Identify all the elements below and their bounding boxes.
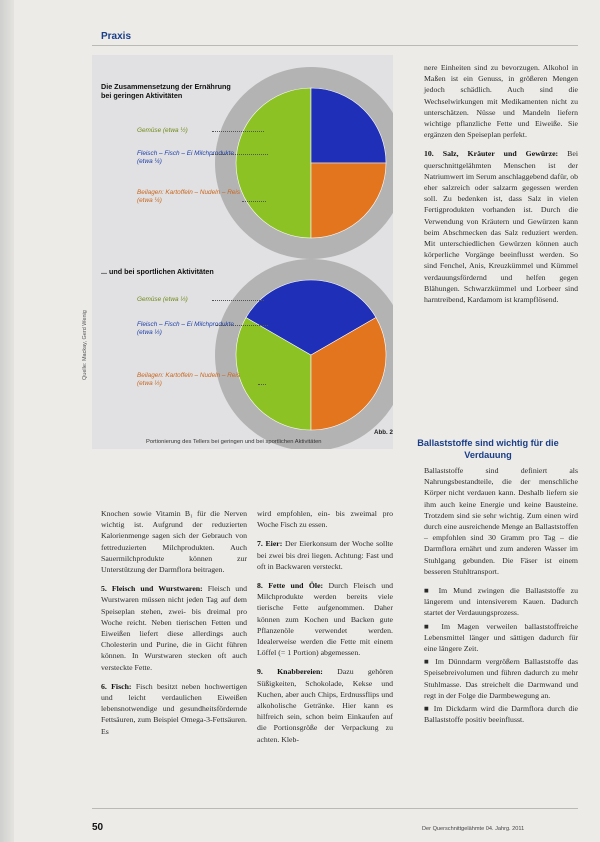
col1-text-5: Fleisch und Wurstwaren müssen nicht jeden Tag auf dem Speiseplan stehen, zwei- bis dreimal pro Woche reicht. Neben tierischen Fetten und Eiweißen liefert diese allerdings auch Cholesterin und Purine, die in Gicht führen können. In Wurstwaren stecken oft auch versteckte Fette. xyxy=(101,584,248,672)
page-number: 50 xyxy=(92,822,104,833)
chart1-title: Die Zusammensetzung der Ernährung bei geringen Aktivitäten xyxy=(101,82,231,100)
col2-heading-7: 7. Eier: xyxy=(257,539,283,549)
chart2-legend-carb: Beilagen: Kartoffeln – Nudeln – Reis (etwa ⅓) xyxy=(137,372,241,387)
col3-heading-10: 10. Salz, Kräuter und Gewürze: xyxy=(424,149,559,159)
section2-bullet-mouth: ■ Im Mund zwingen die Ballaststoffe zu längerem und intensiverem Kauen. Dadurch startet der Verdauungsprozess. xyxy=(424,586,578,618)
col1-heading-5: 5. Fleisch und Wurstwaren: xyxy=(101,584,203,594)
column-3 xyxy=(424,62,578,313)
chart1-leader-carb xyxy=(242,201,266,202)
column-3-lower xyxy=(424,465,578,727)
chart1-legend-veg: Gemüse (etwa ½) xyxy=(137,127,188,134)
col2-text-9: Dazu gehören Süßigkeiten, Schokolade, Kekse und Kuchen, aber auch Chips, Erdnussflips und alkoholische Getränke. Hier kann es hilfreich sein, schon beim Einkaufen auf die Portionsgröße der Verpackung zu achten. Kleb- xyxy=(257,667,394,744)
col1-paragraph-6 xyxy=(101,681,247,737)
column-1 xyxy=(101,508,247,745)
col2-heading-8: 8. Fette und Öle: xyxy=(257,581,324,591)
col1-heading-6: 6. Fisch: xyxy=(101,681,132,691)
figure-caption: Portionierung des Tellers bei geringen und bei sportlichen Aktivitäten xyxy=(146,439,322,445)
chart1-leader-veg xyxy=(212,131,264,132)
col1-text-6: Fisch besitzt neben hochwertigen und leicht verdaulichen Eiweißen lebensnotwendige und gesundheitsfördernde Fettsäuren, zum Beispiel Omega-3-Fettsäuren. Es xyxy=(101,681,247,736)
chart1-legend-carb: Beilagen: Kartoffeln – Nudeln – Reis (etwa ¼) xyxy=(137,189,241,204)
chart2-legend-protein: Fleisch – Fisch – Ei Milchprodukte (etwa ⅓) xyxy=(137,321,234,336)
col2-paragraph-9 xyxy=(257,666,393,744)
section-header: Praxis xyxy=(101,31,132,42)
pie-charts xyxy=(92,55,393,449)
footer-rule xyxy=(92,808,578,809)
col1-paragraph: Knochen sowie Vitamin B₁ für die Nerven wichtig ist. Aufgrund der reduzierten Kalorienmenge sagen sich der Gebrauch von fettreduzierten Milchprodukten. Auch Sauermilchprodukte können zur Unterstützung der Darmflora beitragen. xyxy=(101,509,247,575)
col2-heading-9: 9. Knabbereien: xyxy=(257,667,323,677)
chart2-legend-veg: Gemüse (etwa ⅓) xyxy=(137,296,188,303)
col2-paragraph-8 xyxy=(257,580,393,658)
section2-bullet-stomach: ■ Im Magen verweilen ballaststoffreiche Lebensmittel länger und sättigen dadurch für eine längere Zeit. xyxy=(424,621,578,654)
page-spine xyxy=(0,0,14,842)
col2-paragraph: wird empfohlen, ein- bis zweimal pro Woche Fisch zu essen. xyxy=(257,509,393,530)
col2-paragraph-7 xyxy=(257,538,393,572)
section-title-ballaststoffe: Ballaststoffe sind wichtig für die Verdauung xyxy=(417,438,559,460)
figure-number: Abb. 2 xyxy=(374,429,393,436)
chart1-legend-protein: Fleisch – Fisch – Ei Milchprodukte (etwa ¼) xyxy=(137,150,234,165)
section2-paragraph: Ballaststoffe sind definiert als Nahrungsbestandteile, die der menschliche Körper nicht verdauen kann. Deshalb liefern sie ihm auch keine Energie und keine Bausteine. Trotzdem sind sie sehr wichtig. Zum einen wird durch eine ausreichende Menge an Ballaststoffen – empfohlen sind 30 Gramm pro Tag – die Darmflora ernährt und zum anderen Wasser im Stuhlgang gebunden. Die Fäser ist einem besseren Stuhltransport. xyxy=(424,466,578,576)
figure-source: Quelle: Mackay, Gerd Wenig xyxy=(82,310,88,380)
chart2-leader-carb xyxy=(258,384,266,385)
col3-text-10: Bei querschnittgelähmten Menschen ist der Natriumwert im Serum anschlaggebend dafür, ob eher salzreich oder salzarm gegessen werden soll. Zu bedenken ist, dass Salz in vielen Fertigprodukten vorhanden ist. Durch die Verwendung von Kräutern und Gewürzen kann beim Abschmecken das Salz reduziert werden. Mit unterschiedlichen Gewürzen können auch körperliche Vorgänge beeinflusst werden. So sind Fenchel, Anis, Kreuzkümmel und Kümmel verdauungsfördernd und helfen gegen Blähungen. Schwarzkümmel und Lorbeer sind harntreibend, Kardamom ist krampflösend. xyxy=(424,149,578,305)
figure-panel xyxy=(92,55,393,449)
chart2-title: ... und bei sportlichen Aktivitäten xyxy=(101,267,214,276)
col1-paragraph-5 xyxy=(101,583,247,673)
column-2 xyxy=(257,508,393,753)
issue-info: Der Querschnittgelähmte 04. Jahrg. 2011 xyxy=(422,826,525,832)
section2-bullet-large-intestine: ■ Im Dickdarm wird die Darmflora durch die Ballaststoffe positiv beeinflusst. xyxy=(424,704,578,725)
section2-bullet-small-intestine: ■ Im Dünndarm vergrößern Ballaststoffe das Speisebreivolumen und führen dadurch zu mehr Stuhlmasse. Das streichelt die Darmwand und regt in der Folge die Darmbewegung an. xyxy=(424,657,578,700)
chart2-leader-veg xyxy=(212,300,264,301)
chart1-leader-protein xyxy=(212,154,268,155)
col3-paragraph: nere Einheiten sind zu bevorzugen. Alkohol in Maßen ist ein Genuss, in größeren Mengen jedoch schädlich. Auch sind die Wechselwirkungen mit Medikamenten nicht zu unterschätzen. Nüsse und Mandeln liefern wichtige pflanzliche Fette und Eiweiße. Sie ergänzen den Speiseplan perfekt. xyxy=(424,63,578,140)
header-rule xyxy=(92,45,578,46)
col2-text-8: Durch Fleisch und Milchprodukte werden bereits viele tierische Fette aufgenommen. Daher können zum Kochen und Backen gute Pflanzenöle verwendet werden. Idealerweise werden die Fette mit einem Löffel (= 1 Portion) abgemessen. xyxy=(257,581,394,658)
chart2-leader-protein xyxy=(216,325,268,326)
col2-text-7: Der Eierkonsum der Woche sollte bei zwei bis drei liegen. Achtung: Fast und oft in Backwaren versteckt. xyxy=(257,539,393,571)
col3-paragraph-10 xyxy=(424,148,578,305)
